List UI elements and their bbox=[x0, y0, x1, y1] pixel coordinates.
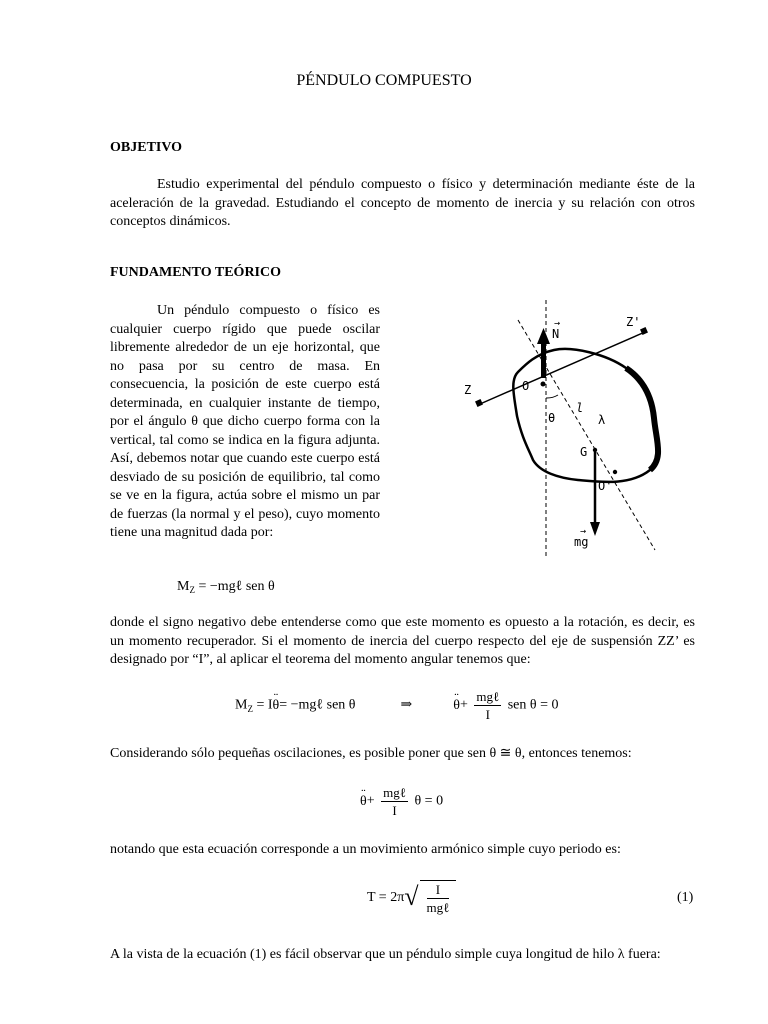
p3-before: Considerando sólo pequeñas oscilaciones, es posible poner que bbox=[110, 746, 464, 761]
eq3-num: mgℓ bbox=[383, 785, 406, 800]
arrow-mg-head bbox=[590, 522, 600, 536]
eq2-theta2-ddot: ¨ θ bbox=[453, 697, 460, 716]
eq4-den: mgℓ bbox=[426, 900, 450, 915]
paragraph-5: A la vista de la ecuación (1) es fácil observar que un péndulo simple cuya longitud de hilo λ fuera: bbox=[110, 947, 661, 962]
point-op bbox=[613, 470, 617, 474]
eq4-lhs: T = 2π bbox=[367, 890, 405, 906]
label-o: O bbox=[522, 379, 530, 393]
theta-arc bbox=[546, 395, 558, 398]
heading-objetivo: OBJETIVO bbox=[110, 140, 183, 155]
eq2-a: = I bbox=[252, 697, 273, 713]
eq2-arrow: ⇒ bbox=[400, 697, 413, 713]
equation-angular-momentum bbox=[235, 688, 558, 723]
heading-fundamento: FUNDAMENTO TEÓRICO bbox=[110, 265, 282, 280]
eq2-den: I bbox=[485, 707, 490, 722]
eq2-tail: sen θ = 0 bbox=[507, 697, 559, 713]
point-o bbox=[541, 382, 546, 387]
label-theta: θ bbox=[548, 411, 556, 425]
eq4-fraction bbox=[427, 881, 450, 916]
paragraph-objetivo: Estudio experimental del péndulo compuesto o físico y determinación mediante éste de la aceleración de la gravedad. Estudiando el concepto de momento de inercia y su relación con otros conceptos dinámicos. bbox=[110, 177, 695, 229]
page-title: PÉNDULO COMPUESTO bbox=[296, 72, 472, 89]
label-mg-vector: → bbox=[580, 526, 587, 537]
label-lambda: λ bbox=[598, 413, 606, 427]
paragraph-4: notando que esta ecuación corresponde a un movimiento armónico simple cuyo periodo es: bbox=[110, 842, 621, 857]
eq2-theta-ddot: ¨ θ bbox=[273, 697, 280, 716]
equation-moment bbox=[177, 578, 275, 597]
eq1-sub: Z bbox=[189, 585, 195, 595]
label-zp: Z' bbox=[626, 315, 641, 329]
paragraph-intro: Un péndulo compuesto o físico es cualquier cuerpo rígido que puede oscilar libremente alrededor de un eje horizontal, que no pasa por su centro de masa. En consecuencia, la posición de este cuerpo está determinada, en cualquier instante de tiempo, por el ángulo θ que dicho cuerpo forma con la vertical, tal como se indica en la figura adjunta. Así, debemos notar que cuando este cuerpo está desviado de su posición de equilibrio, tal como se ve en la figura, actúa sobre el mismo un par de fuerzas (la normal y el peso), cuyo momento tiene una magnitud dada por: bbox=[110, 303, 380, 540]
eq2-plus: + bbox=[459, 697, 468, 713]
eq2-num: mgℓ bbox=[476, 689, 500, 704]
eq2-b: = −mgℓ sen θ bbox=[279, 697, 356, 713]
label-z: Z bbox=[464, 383, 472, 397]
eq3-fraction bbox=[381, 784, 408, 819]
eq2-fraction bbox=[474, 688, 501, 723]
label-l: l bbox=[576, 401, 584, 415]
label-op: O' bbox=[598, 479, 613, 493]
eq3-den: I bbox=[392, 803, 397, 818]
paragraph-2: donde el signo negativo debe entenderse como que este momento es opuesto a la rotación, es decir, es un momento recuperador. Si el momento de inercia del cuerpo respecto del eje de suspensión ZZ’ es designado por “I”, al aplicar el teorema del momento angular tenemos que: bbox=[110, 615, 695, 667]
pendulum-figure bbox=[440, 300, 680, 565]
point-g bbox=[593, 448, 597, 452]
label-n-vector: → bbox=[554, 318, 561, 329]
eq1-rhs: = −mgℓ sen θ bbox=[194, 579, 275, 594]
p3-after: , entonces tenemos: bbox=[521, 746, 632, 761]
eq4-sqrt bbox=[420, 880, 457, 916]
label-g: G bbox=[580, 445, 588, 459]
arrow-n bbox=[541, 340, 546, 378]
eq3-plus: + bbox=[366, 793, 375, 809]
p3-math: sen θ ≅ θ bbox=[467, 746, 522, 761]
eq2-sub: Z bbox=[247, 703, 253, 714]
equation-small-oscillations bbox=[360, 784, 443, 819]
label-mg: mg bbox=[574, 535, 589, 549]
axis-zz bbox=[480, 332, 645, 404]
eq3-theta-ddot: ¨ θ bbox=[360, 793, 367, 812]
paragraph-3 bbox=[110, 745, 695, 764]
eq4-num: I bbox=[427, 881, 450, 899]
arrow-n-head bbox=[537, 328, 550, 344]
label-n: N bbox=[552, 327, 560, 341]
eq1-m: M bbox=[177, 579, 190, 594]
eq2-m: M bbox=[235, 697, 248, 713]
axis-end-z bbox=[475, 399, 483, 407]
rigid-body-shadow bbox=[626, 368, 658, 470]
eq3-tail: θ = 0 bbox=[414, 793, 444, 809]
equation-period: T = 2π√ $\frac{I}{\text{mgℓ}}$ bbox=[367, 880, 456, 916]
equation-number: (1) bbox=[677, 890, 694, 905]
rigid-body-outline bbox=[513, 349, 658, 482]
